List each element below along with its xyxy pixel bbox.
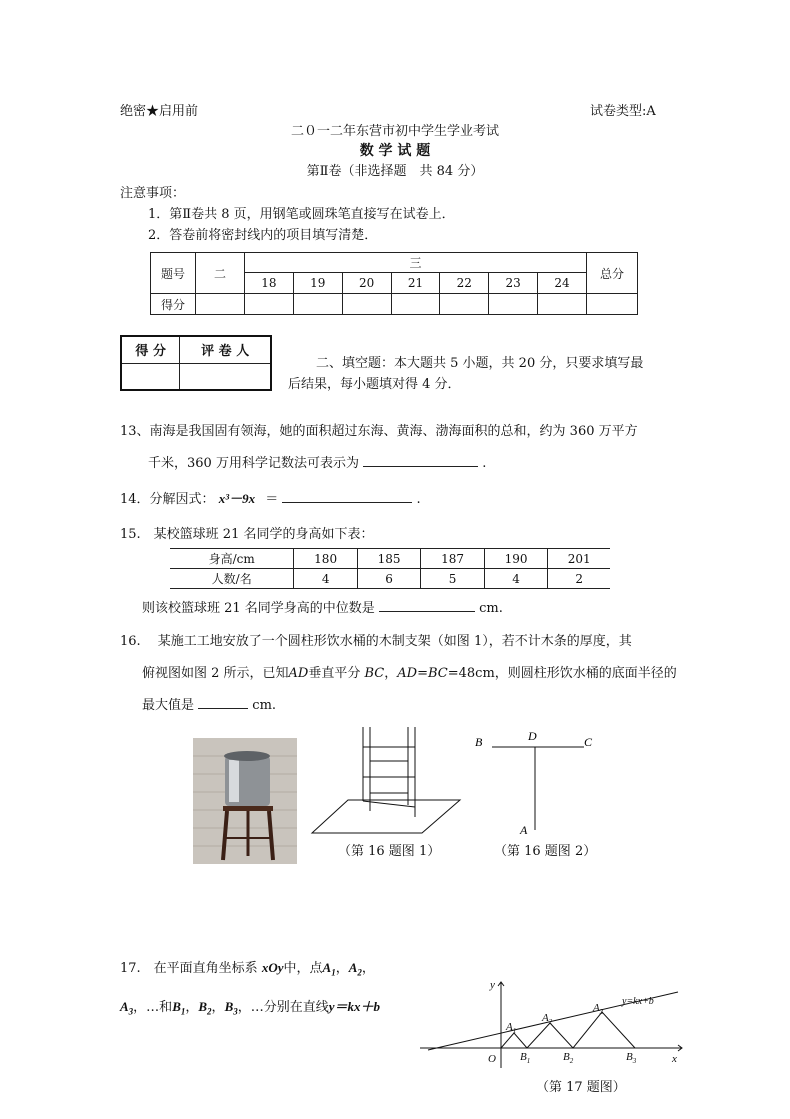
q14-answer-blank[interactable] [282,502,412,503]
q14-prefix: 14．分解因式： [120,492,215,507]
score-table-q: 21 [391,273,440,294]
score-cell [293,294,342,315]
score-table-score-label: 得分 [151,294,196,315]
a2-label: $A_2$ [542,1012,553,1026]
score-cell [391,294,440,315]
height-value: 190 [484,549,547,569]
label-d: D [528,729,537,743]
height-value: 185 [357,549,420,569]
label-a: A [520,823,528,837]
q16-line2: 俯视图如图 2 所示，已知AD垂直平分 BC，AD=BC=48cm，则圆柱形饮水桶的底面半径的 [142,666,677,681]
score-table-part3: 三 [245,253,587,273]
score-cell [489,294,538,315]
grader-score-label: 得 分 [121,336,180,363]
score-cell [587,294,638,315]
q17-line2: $A_3$，…和$B_1$，$B_2$，$B_3$，…分别在直线y＝kx＋b [120,999,381,1017]
q13-line2: 千米，360 万用科学记数法可表示为 . [148,456,487,471]
score-table-q: 24 [538,273,587,294]
y-axis-label: y [490,979,495,991]
count-label: 人数/名 [170,569,294,589]
count-value: 4 [294,569,357,589]
fig17-caption: （第 17 题图） [536,1080,626,1095]
q13-answer-blank[interactable] [363,466,478,467]
score-table-q: 19 [293,273,342,294]
height-value: 201 [548,549,610,569]
part-title: 第Ⅱ卷（非选择题 共 84 分） [306,164,484,179]
grader-name-cell [180,363,271,390]
score-table-q: 18 [245,273,294,294]
score-table-part2: 二 [196,253,245,294]
stand-3d-figure [310,725,462,837]
x-axis-label: x [672,1053,677,1065]
score-cell [342,294,391,315]
top-view-figure [470,728,598,838]
a3-label: $A_3$ [593,1002,604,1016]
grader-box [120,335,272,391]
score-table-q: 23 [489,273,538,294]
q15-intro: 15. 某校篮球班 21 名同学的身高如下表： [120,527,374,542]
q16-line3: 最大值是 cm. [142,698,277,713]
water-bucket-photo [193,738,297,864]
q13-text: 千米，360 万用科学记数法可表示为 [148,456,359,471]
count-value: 2 [548,569,610,589]
q16-line1: 16. 某施工工地安放了一个圆柱形饮水桶的木制支架（如图 1），若不计木条的厚度，其 [120,634,632,649]
q14-expression: x³－9x [218,491,256,506]
score-table [150,252,638,315]
height-label: 身高/cm [170,549,294,569]
a1-label: $A_1$ [506,1021,517,1035]
b2-label: $B_2$ [563,1051,574,1065]
score-cell [196,294,245,315]
count-value: 4 [484,569,547,589]
line-label: y=kx+b [622,996,654,1007]
q17-line1: 17. 在平面直角坐标系 xOy中，点$A_1$，$A_2$， [120,960,375,978]
height-table [170,548,610,589]
q13-line1: 13、南海是我国固有领海，她的面积超过东海、黄海、渤海面积的总和，约为 360 万平方 [120,424,638,439]
paper-type: 试卷类型:A [590,104,656,119]
score-table-q: 22 [440,273,489,294]
exam-title: 二０一二年东营市初中学生学业考试 [290,124,499,139]
score-cell [440,294,489,315]
count-value: 6 [357,569,420,589]
coordinate-figure [420,978,688,1070]
q15-question: 则该校篮球班 21 名同学身高的中位数是 cm. [142,601,503,616]
b3-label: $B_3$ [626,1051,637,1065]
score-table-q: 20 [342,273,391,294]
note-item: 2．答卷前将密封线内的项目填写清楚． [148,228,378,243]
origin-label: O [488,1053,496,1065]
q15-answer-blank[interactable] [379,611,475,612]
section2-line2: 后结果，每小题填对得 4 分． [288,377,461,392]
score-table-no-label: 题号 [151,253,196,294]
label-b: B [475,735,483,749]
grader-score-cell [121,363,180,390]
q16-answer-blank[interactable] [198,708,248,709]
grader-name-label: 评 卷 人 [180,336,271,363]
score-cell [245,294,294,315]
notes-heading: 注意事项： [120,186,186,201]
note-item: 1．第Ⅱ卷共 8 页，用钢笔或圆珠笔直接写在试卷上． [148,207,455,222]
score-cell [538,294,587,315]
fig2-caption: （第 16 题图 2） [494,844,597,859]
confidential-mark: 绝密★启用前 [120,104,199,119]
b1-label: $B_1$ [520,1051,531,1065]
q14: 14．分解因式： x³－9x ＝ . [120,491,421,507]
fig1-caption: （第 16 题图 1） [338,844,441,859]
score-table-total: 总分 [587,253,638,294]
section2-line1: 二、填空题：本大题共 5 小题，共 20 分，只要求填写最 [316,356,644,371]
count-value: 5 [421,569,484,589]
line-equation: y＝kx＋b [328,999,381,1014]
subject-title: 数 学 试 题 [359,143,431,159]
height-value: 187 [421,549,484,569]
label-c: C [584,735,593,749]
height-value: 180 [294,549,357,569]
